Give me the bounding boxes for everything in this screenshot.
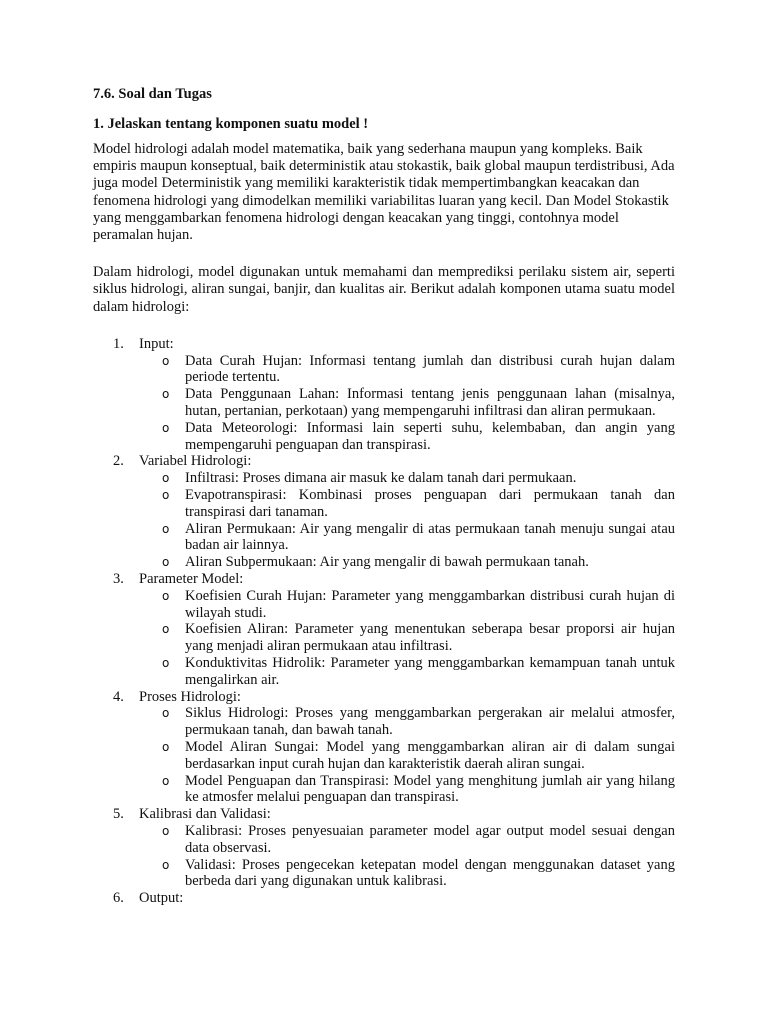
bullet-icon: o <box>162 588 170 603</box>
sub-item <box>139 823 675 857</box>
component-item <box>93 336 675 454</box>
sub-item-text: Data Meteorologi: Informasi lain seperti suhu, kelembaban, dan angin yang mempengaruhi penguapan dan transpirasi. <box>185 419 675 453</box>
sub-item-text: Model Aliran Sungai: Model yang menggambarkan aliran air di dalam sungai berdasarkan input curah hujan dan karakteristik daerah aliran sungai. <box>185 738 675 772</box>
sub-item-text: Koefisien Curah Hujan: Parameter yang menggambarkan distribusi curah hujan di wilayah studi. <box>185 587 675 621</box>
bullet-icon: o <box>162 471 170 486</box>
component-number: 5. <box>113 806 124 823</box>
bullet-icon: o <box>162 773 170 788</box>
component-number: 6. <box>113 890 124 907</box>
sub-item-text: Infiltrasi: Proses dimana air masuk ke dalam tanah dari permukaan. <box>185 470 577 487</box>
paragraph-model-usage: Dalam hidrologi, model digunakan untuk memahami dan memprediksi perilaku sistem air, seperti siklus hidrologi, aliran sungai, banjir, dan kualitas air. Berikut adalah komponen utama suatu model dalam hidrologi: <box>93 264 675 315</box>
sub-item <box>139 521 675 555</box>
component-number: 1. <box>113 335 124 352</box>
bullet-icon: o <box>162 420 170 435</box>
sub-item-text: Model Penguapan dan Transpirasi: Model yang menghitung jumlah air yang hilang ke atmosfer melalui penguapan dan transpirasi. <box>185 772 675 806</box>
sub-item-text: Siklus Hidrologi: Proses yang menggambarkan pergerakan air melalui atmosfer, permukaan tanah, dan bawah tanah. <box>185 705 675 739</box>
bullet-icon: o <box>162 655 170 670</box>
sub-item-text: Aliran Subpermukaan: Air yang mengalir di bawah permukaan tanah. <box>185 554 589 571</box>
sub-item <box>139 857 675 891</box>
sub-item-text: Evapotranspirasi: Kombinasi proses penguapan dari permukaan tanah dan transpirasi dari tanaman. <box>185 487 675 520</box>
sub-item <box>139 386 675 420</box>
component-item <box>93 453 675 571</box>
bullet-icon: o <box>162 739 170 754</box>
sub-item <box>139 773 675 807</box>
sub-item <box>139 470 675 487</box>
components-list <box>93 336 675 907</box>
paragraph-model-definition: Model hidrologi adalah model matematika, baik yang sederhana maupun yang kompleks. Baik empiris maupun konseptual, baik deterministik atau stokastik, baik global maupun terdistribusi, Ada juga model Deterministik yang memiliki karakteristik tidak mempertimbangkan keacakan dan fenomena hidrologi yang dimodelkan memiliki variabilitas luaran yang kecil. Dan Model Stokastik yang menggambarkan fenomena hidrologi dengan keacakan yang tinggi, contohnya model peramalan hujan. <box>93 141 675 244</box>
sub-item <box>139 353 675 387</box>
sub-item-list <box>139 705 675 806</box>
sub-item-text: Data Penggunaan Lahan: Informasi tentang jenis penggunaan lahan (misalnya, hutan, pertanian, perkotaan) yang mempengaruhi infiltrasi dan aliran permukaan. <box>185 386 675 420</box>
bullet-icon: o <box>162 857 170 872</box>
sub-item-list <box>139 823 675 890</box>
component-item <box>93 890 675 907</box>
component-label: Variabel Hidrologi: <box>139 453 252 470</box>
component-label: Input: <box>139 335 174 352</box>
bullet-icon: o <box>162 622 170 637</box>
component-item <box>93 689 675 807</box>
bullet-icon: o <box>162 521 170 536</box>
component-item <box>93 571 675 689</box>
question-heading: 1. Jelaskan tentang komponen suatu model ! <box>93 116 369 132</box>
sub-item <box>139 655 675 689</box>
sub-item-list <box>139 588 675 689</box>
sub-item <box>139 554 675 571</box>
sub-item <box>139 621 675 655</box>
component-label: Proses Hidrologi: <box>139 688 241 705</box>
sub-item-list <box>139 470 675 571</box>
sub-item <box>139 487 675 521</box>
sub-item-text: Data Curah Hujan: Informasi tentang jumlah dan distribusi curah hujan dalam periode tertentu. <box>185 352 675 386</box>
sub-item-text: Kalibrasi: Proses penyesuaian parameter model agar output model sesuai dengan data observasi. <box>185 822 675 856</box>
component-item <box>93 806 675 890</box>
sub-item-list <box>139 353 675 454</box>
component-label: Kalibrasi dan Validasi: <box>139 806 271 823</box>
bullet-icon: o <box>162 387 170 402</box>
component-number: 3. <box>113 570 124 587</box>
bullet-icon: o <box>162 488 170 502</box>
sub-item <box>139 739 675 773</box>
section-title: 7.6. Soal dan Tugas <box>93 86 212 102</box>
bullet-icon: o <box>162 555 170 570</box>
bullet-icon: o <box>162 353 170 368</box>
sub-item-text: Konduktivitas Hidrolik: Parameter yang menggambarkan kemampuan tanah untuk mengalirkan air. <box>185 654 675 688</box>
sub-item-text: Koefisien Aliran: Parameter yang menentukan seberapa besar proporsi air hujan yang menjadi aliran permukaan atau infiltrasi. <box>185 621 675 655</box>
sub-item-text: Validasi: Proses pengecekan ketepatan model dengan menggunakan dataset yang berbeda dari yang digunakan untuk kalibrasi. <box>185 856 675 890</box>
sub-item <box>139 420 675 454</box>
sub-item <box>139 588 675 622</box>
component-number: 2. <box>113 453 124 470</box>
component-number: 4. <box>113 688 124 705</box>
component-label: Parameter Model: <box>139 570 244 587</box>
sub-item-text: Aliran Permukaan: Air yang mengalir di atas permukaan tanah menuju sungai atau badan air lainnya. <box>185 520 675 554</box>
component-label: Output: <box>139 890 184 907</box>
bullet-icon: o <box>162 823 170 838</box>
document-page <box>93 86 675 907</box>
sub-item <box>139 705 675 739</box>
bullet-icon: o <box>162 706 170 721</box>
